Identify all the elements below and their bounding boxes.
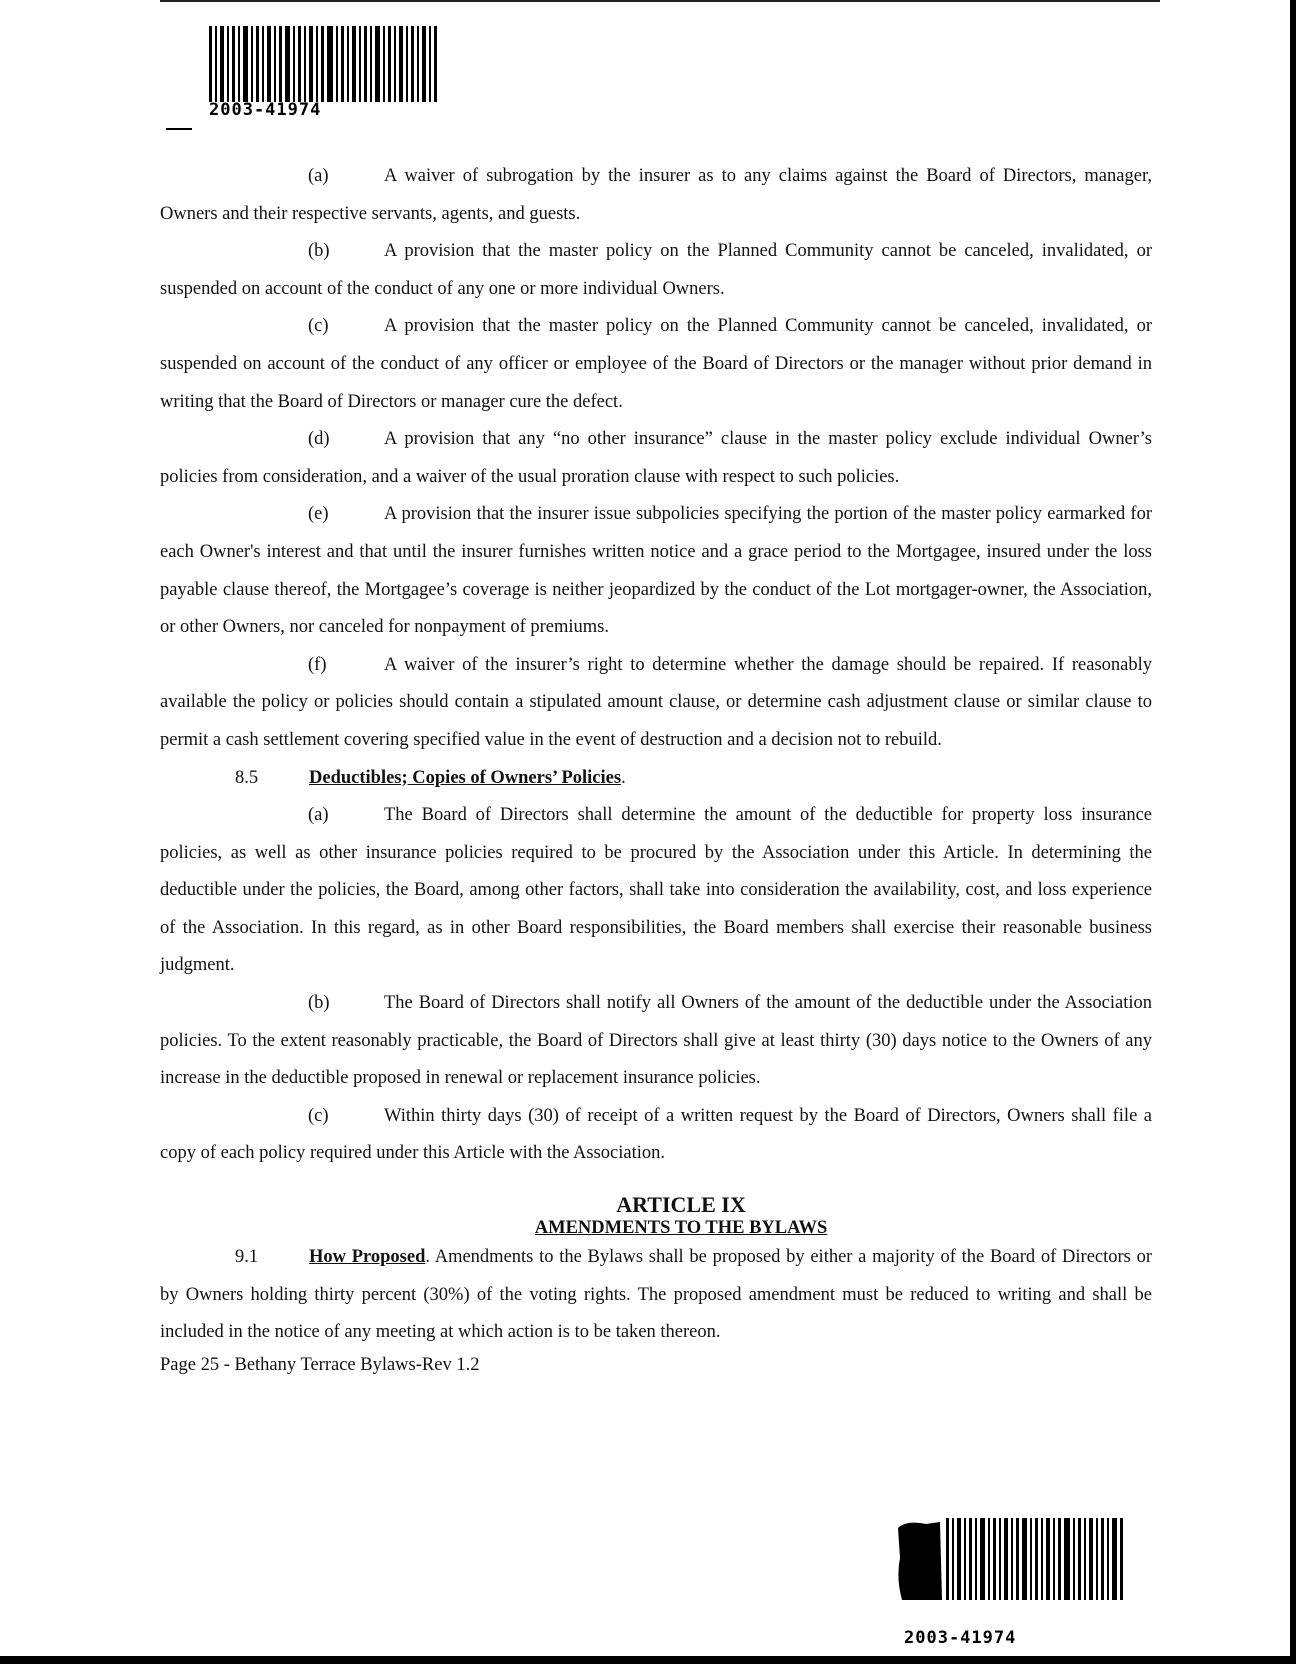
section-heading-8-5 (160, 760, 1152, 798)
paragraph-label: (c) (308, 1105, 329, 1126)
paragraph-8-4-a (160, 158, 1152, 233)
section-number: 8.5 (235, 767, 259, 788)
top-rule (160, 0, 1160, 2)
paragraph-label: (e) (308, 504, 329, 525)
dash-mark (166, 128, 192, 130)
paragraph-8-4-e (160, 496, 1152, 646)
paragraph-label: (b) (308, 241, 330, 262)
paragraph-text: A provision that the master policy on the Planned Community cannot be canceled, invalidated, or suspended on account of the conduct of any one or more individual Owners. (160, 241, 1152, 299)
paragraph-text: A provision that the insurer issue subpolicies specifying the portion of the master policy earmarked for each Owner's interest and that until the insurer furnishes written notice and a grace period to the Mortgagee, insured under the loss payable clause thereof, the Mortgagee’s coverage is neither jeopardized by the conduct of the Lot mortgager-owner, the Association, or other Owners, nor canceled for nonpayment of premiums. (160, 504, 1152, 638)
paragraph-8-4-f (160, 647, 1152, 760)
paragraph-label: (f) (308, 654, 327, 675)
section-9-1 (160, 1239, 1152, 1352)
paragraph-label: (b) (308, 993, 330, 1014)
barcode-top-number: 2003-41974 (209, 100, 322, 120)
paragraph-label: (a) (308, 166, 329, 186)
paragraph-text: The Board of Directors shall notify all Owners of the amount of the deductible under the Association policies. To the extent reasonably practicable, the Board of Directors shall give at least thirty (30) days notice to the Owners of any increase in the deductible proposed in renewal or replacement insurance policies. (160, 993, 1152, 1089)
paragraph-label: (d) (308, 429, 330, 450)
article-heading: ARTICLE IX (616, 1192, 746, 1218)
section-title-suffix: . (621, 767, 626, 788)
paragraph-8-5-c (160, 1098, 1152, 1173)
section-number: 9.1 (235, 1247, 259, 1268)
paragraph-label: (a) (308, 805, 329, 826)
paragraph-8-4-b (160, 233, 1152, 308)
paragraph-text: A provision that the master policy on the Planned Community cannot be canceled, invalidated, or suspended on account of the conduct of any officer or employee of the Board of Directors or the manager without prior demand in writing that the Board of Directors or manager cure the defect. (160, 316, 1152, 412)
paragraph-text: Within thirty days (30) of receipt of a written request by the Board of Directors, Owners shall file a copy of each policy required under this Article with the Association. (160, 1105, 1152, 1164)
barcode-bottom-number: 2003-41974 (904, 1628, 1017, 1648)
section-title: How Proposed (309, 1247, 426, 1268)
paragraph-text: A waiver of subrogation by the insurer as to any claims against the Board of Directors, manager, Owners and their respective servants, agents, and guests. (160, 166, 1152, 224)
barcode-top-image (209, 26, 437, 102)
section-title: Deductibles; Copies of Owners’ Policies (309, 767, 622, 788)
document-body (160, 158, 1152, 1378)
paragraph-text: A provision that any “no other insurance” clause in the master policy exclude individual Owner’s policies from consideration, and a waiver of the usual proration clause with respect to such policies. (160, 429, 1152, 487)
page-footer: Page 25 - Bethany Terrace Bylaws-Rev 1.2 (160, 1354, 480, 1375)
section-text: . Amendments to the Bylaws shall be proposed by either a majority of the Board of Directors or by Owners holding thirty percent (30%) of the voting rights. The proposed amendment must be reduced to writing and shall be included in the notice of any meeting at which action is to be taken thereon. (160, 1247, 1152, 1343)
paragraph-text: A waiver of the insurer’s right to determine whether the damage should be repaired. If reasonably available the policy or policies should contain a stipulated amount clause, or determine cash adjustment clause or similar clause to permit a cash settlement covering specified value in the event of destruction and a decision not to rebuild. (160, 654, 1152, 750)
paragraph-text: The Board of Directors shall determine the amount of the deductible for property loss insurance policies, as well as other insurance policies required to be procured by the Association under this Article. In determining the deductible under the policies, the Board, among other factors, shall take into consideration the availability, cost, and loss experience of the Association. In this regard, as in other Board responsibilities, the Board members shall exercise their reasonable business judgment. (160, 805, 1152, 976)
paragraph-8-4-c (160, 308, 1152, 421)
barcode-bottom-image (896, 1518, 1126, 1600)
article-subheading: AMENDMENTS TO THE BYLAWS (534, 1218, 828, 1239)
paragraph-8-5-b (160, 985, 1152, 1098)
paragraph-8-4-d (160, 421, 1152, 496)
paragraph-label: (c) (308, 316, 329, 337)
paragraph-8-5-a (160, 797, 1152, 985)
